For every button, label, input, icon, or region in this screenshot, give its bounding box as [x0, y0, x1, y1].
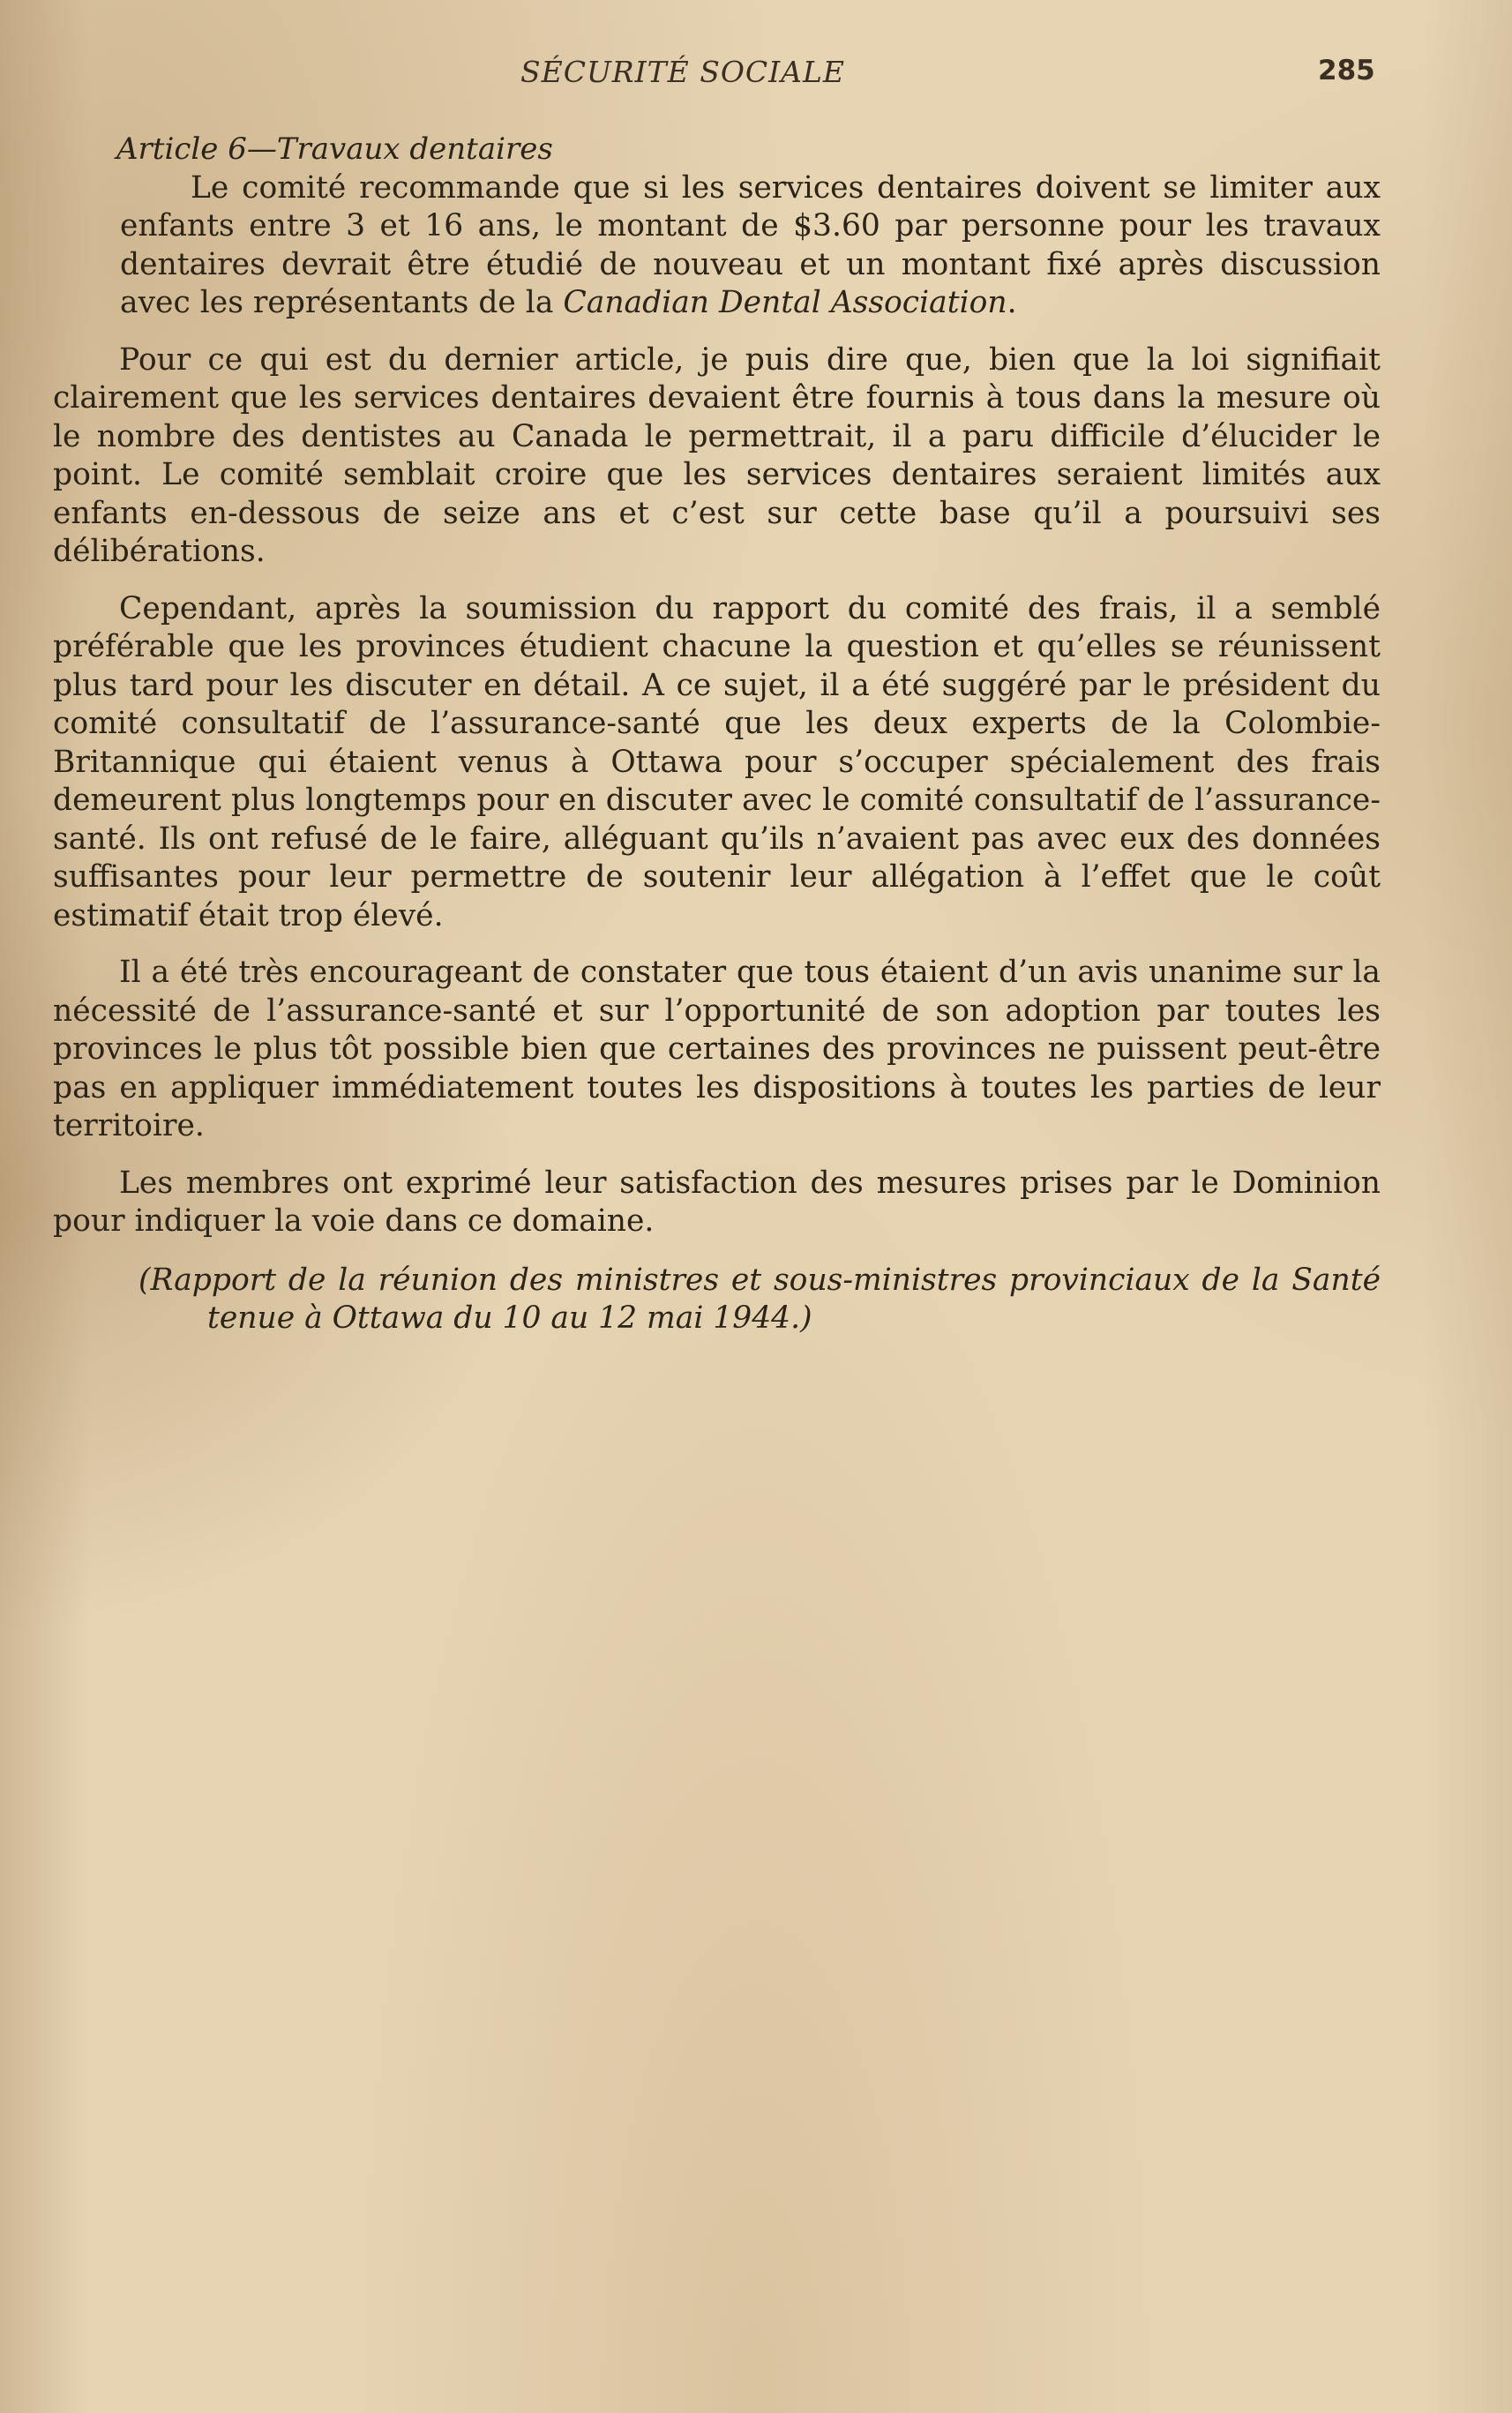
recommendation-end: .: [1007, 285, 1017, 320]
recommendation-text: Le comité recommande que si les services dentaires doivent se limiter aux enfants entre 3 et 16 ans, le montant de $3.60 par personne pour les travaux dentaires devrait être étudié de nouveau et un montant fixé après discussion avec les représentants de la: [120, 169, 1381, 320]
running-header: [0, 55, 1512, 99]
paragraph-2: Cependant, après la soumission du rapport du comité des frais, il a semblé préférable que les provinces étudient chacune la question et qu’elles se réunissent plus tard pour les discuter en détail. A ce sujet, il a été suggéré par le président du comité consultatif de l’assurance-santé que les deux experts de la Colombie-Britannique qui étaient venus à Ottawa pour s’occuper spécialement des frais demeurent plus longtemps pour en discuter avec le comité consultatif de l’assurance-santé. Ils ont refusé de le faire, alléguant qu’ils n’avaient pas avec eux des données suffisantes pour leur permettre de soutenir leur allégation à l’effet que le coût estimatif était trop élevé.: [53, 590, 1381, 933]
paragraph-4: Les membres ont exprimé leur satisfaction des mesures prises par le Dominion pour indiquer la voie dans ce domaine.: [53, 1165, 1381, 1239]
page-number: 285: [1318, 55, 1375, 86]
body-text: [53, 131, 1381, 1338]
association-name: Canadian Dental Association: [563, 285, 1007, 320]
article-recommendation: [120, 169, 1381, 323]
paragraph-1: Pour ce qui est du dernier article, je puis dire que, bien que la loi signifiait clairement que les services dentaires devaient être fournis à tous dans la mesure où le nombre des dentistes au Canada le permettrait, il a paru difficile d’élucider le point. Le comité semblait croire que les services dentaires seraient limités aux enfants en-dessous de seize ans et c’est sur cette base qu’il a poursuivi ses délibérations.: [53, 341, 1381, 569]
running-title: SÉCURITÉ SOCIALE: [520, 55, 846, 89]
source-citation: (Rapport de la réunion des ministres et sous-ministres provinciaux de la Santé tenue à Ottawa du 10 au 12 mai 1944.): [138, 1262, 1381, 1336]
article-heading: Article 6—Travaux dentaires: [116, 131, 553, 167]
paragraph-3: Il a été très encourageant de constater que tous étaient d’un avis unanime sur la nécessité de l’assurance-santé et sur l’opportunité de son adoption par toutes les provinces le plus tôt possible bien que certaines des provinces ne puissent peut-être pas en appliquer immédiatement toutes les dispositions à toutes les parties de leur territoire.: [53, 955, 1381, 1143]
